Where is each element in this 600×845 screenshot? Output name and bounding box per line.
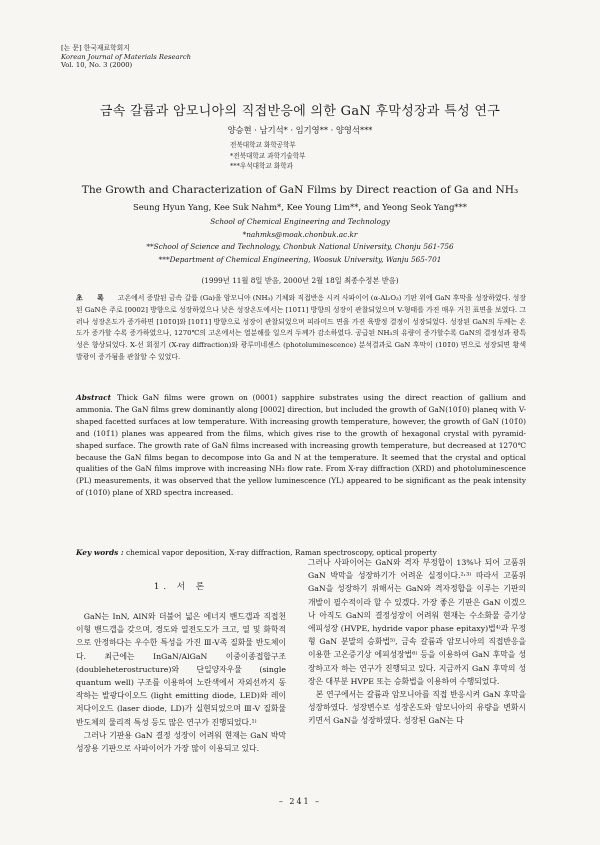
affiliations-en xyxy=(0,216,600,266)
paper-title-ko: 금속 갈륨과 암모니아의 직접반응에 의한 GaN 후막성장과 특성 연구 xyxy=(99,104,501,119)
abstract-ko xyxy=(76,293,526,364)
affiliation-ko-2: *전북대학교 과학기술학부 xyxy=(230,151,306,160)
body-column-left xyxy=(76,610,286,755)
abstract-en-text: Thick GaN films were grown on (0001) sapphire substrates using the direct reaction of gallium and ammonia. The GaN films grew dominantly along [0002] direction, but included the growth of GaN(101̄0) planeq with V-shaped facetted surfaces at low temperature. With increasing growth temperature, however, the growth of GaN (101̄0) and (101̄1) planes was appeared from the films, which gives rise to the growth of hexagonal crystal with pyramid-shaped surface. The growth rate of GaN films increased with increasing growth temperature, but decreased at 1270℃ because the GaN films began to decompose into Ga and N at the temperature. It seemed that the crystal and optical qualities of the GaN films improve with increasing NH₃ flow rate. From X-ray diffraction (XRD) and photoluminescence (PL) measurements, it was observed that the yellow luminescence (YL) appeared to be significant as the peak intensity of (101̄0) plane of XRD spectra increased. xyxy=(76,393,526,498)
journal-name-ko: [논 문] 한국재료학회지 xyxy=(61,44,130,52)
abstract-en-label: Abstract xyxy=(76,393,112,402)
keywords-text: chemical vapor deposition, X-ray diffraction, Raman spectroscopy, optical property xyxy=(126,548,437,557)
affiliations-ko xyxy=(230,140,305,172)
affiliation-en-1: School of Chemical Engineering and Technology xyxy=(210,217,390,226)
affiliation-en-email: *nahmks@moak.chonbuk.ac.kr xyxy=(242,229,358,239)
journal-volume: Vol. 10, No. 3 (2000) xyxy=(61,61,133,70)
authors-ko: 양승현 · 남기석* · 임기영** · 양영석*** xyxy=(227,125,373,135)
affiliation-ko-3: ***우석대학교 화학과 xyxy=(230,162,293,170)
section-heading-introduction: 1. 서 론 xyxy=(153,582,209,592)
authors-en: Seung Hyun Yang, Kee Suk Nahm*, Kee Young Lim**, and Yeong Seok Yang*** xyxy=(132,202,467,212)
body-paragraph: 그러나 사파이어는 GaN와 격자 부정합이 13%나 되어 고품위 GaN 박막을 성장하기가 어려운 실정이다.²˒³⁾ 따라서 고품위 GaN을 성장하기 위해서는 GaN와 격자정합을 이루는 기판의 개발이 필수적이라 할 수 있겠다. 가장 좋은 기판은 GaN 이겠으나 아직도 GaN의 결정성장이 어려워 현재는 수소화물 증기상 에피성장 (HVPE, hydride vapor phase epitaxy)법⁴⁾과 무정형 GaN 분말의 승화법⁵⁾, 금속 갈륨과 암모니아의 직접반응을 이용한 고온증기상 에피성장법⁶⁾ 등을 이용하여 GaN 후막을 성장하고자 하는 연구가 진행되고 있다. 지금까지 GaN 후막의 성장은 대부분 HVPE 또는 승화법을 이용하여 수행되었다. xyxy=(308,558,526,686)
keywords-label: Key words : xyxy=(76,548,124,557)
abstract-ko-text: 고온에서 증발된 금속 갈륨 (Ga)을 암모니아 (NH₃) 기체와 직접반응 시켜 사파이어 (α-Al₂O₃) 기판 위에 GaN 후막을 성장하였다. 성장된 GaN은 주로 [0002] 방향으로 성장하였으나 낮은 성장온도에서는 [101̄1] 방향의 성장이 관찰되었으며 V-형태를 가진 매우 거친 표면을 보였다. 그러나 성장온도가 증가하면 [101̄0]와 [101̄1] 방향으로 성장이 관찰되었으며 피라미드 면을 가진 육방정 결정이 성장되었다. 성장된 GaN의 두께는 온도가 증가할 수록 증가하였으나, 1270℃의 고온에서는 열분해를 일으켜 두께가 감소하였다. 공급된 NH₃의 유량이 증가할수록 GaN의 결정성과 광특성은 향상되었다. X-선 회절기 (X-ray diffraction)와 광루미네센스 (photoluminescence) 분석결과로 GaN 후막이 (101̄0) 면으로 성장되면 황색발광이 증가됨을 관찰할 수 있었다. xyxy=(76,294,526,361)
abstract-ko-label: 초 록 xyxy=(76,294,110,302)
received-dates: (1999년 11월 8일 받음, 2000년 2월 18일 최종수정본 받음) xyxy=(201,276,399,285)
paper-title-en: The Growth and Characterization of GaN Films by Direct reaction of Ga and NH₃ xyxy=(81,184,519,196)
page-number: – 241 – xyxy=(278,797,322,806)
body-paragraph: GaN는 InN, AlN와 더불어 넓은 에너지 밴드갭과 직접천이형 밴드갭을 갖으며, 경도와 열전도도가 크고, 열 및 화학적으로 안정하다는 우수한 특성을 가진 Ⅲ-V족 질화물 반도체이다. 최근에는 InGaN/AlGaN 이중이종접합구조 (doubleheterostructure)와 단일양자우물 (single quantum well) 구조를 이용하여 노란색에서 자외선까지 동작하는 발광다이오드 (light emitting diode, LED)와 레이저다이오드 (laser diode, LD)가 실현되었으며 Ⅲ-V 질화물 반도체의 물리적 특성 등도 많은 연구가 진행되었다.¹⁾ xyxy=(76,612,286,727)
journal-header xyxy=(61,44,191,70)
body-paragraph: 그러나 기판용 GaN 결정 성장이 어려워 현재는 GaN 박막 성장용 기판으로 사파이어가 가장 많이 이용되고 있다. xyxy=(76,730,286,754)
body-paragraph: 본 연구에서는 갈륨과 암모니아를 직접 반응시켜 GaN 후막을 성장하였다. 성장변수로 성장온도와 암모니아의 유량을 변화시키면서 GaN을 성장하였다. 성장된 GaN는 다 xyxy=(308,690,526,726)
journal-name-en: Korean Journal of Materials Research xyxy=(61,52,192,61)
affiliation-en-3: ***Department of Chemical Engineering, Woosuk University, Wanju 565-701 xyxy=(158,254,442,264)
affiliation-ko-1: 전북대학교 화학공학부 xyxy=(230,141,296,149)
body-column-right xyxy=(308,556,526,728)
affiliation-en-2: **School of Science and Technology, Chonbuk National University, Chonju 561-756 xyxy=(146,242,454,252)
abstract-en xyxy=(76,392,526,499)
